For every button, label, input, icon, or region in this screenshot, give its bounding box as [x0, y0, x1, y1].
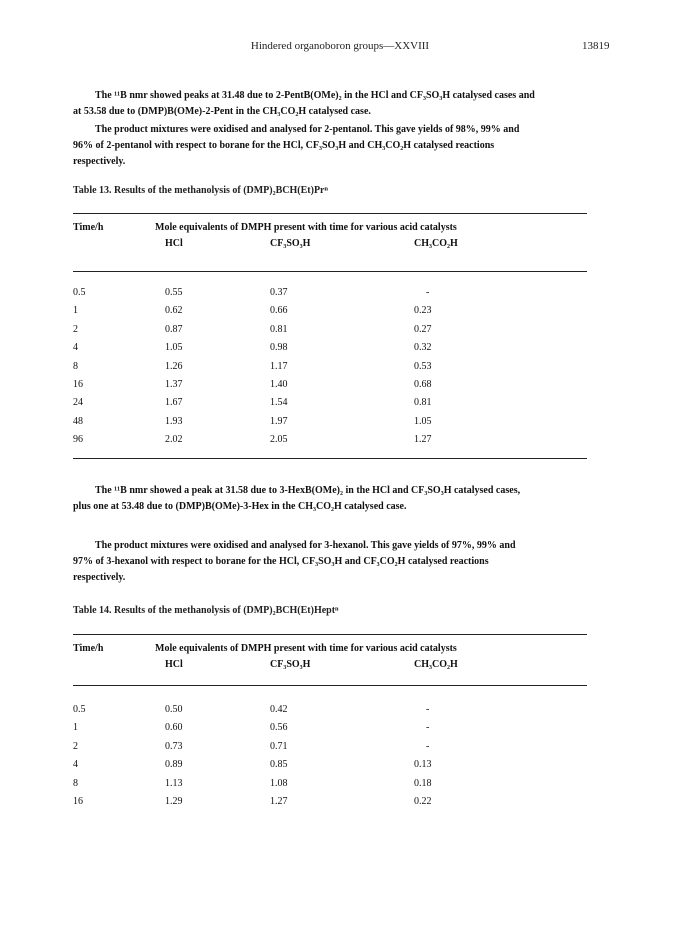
- table-13-time-header: Time/h: [73, 222, 104, 233]
- time-cell: 4: [73, 342, 78, 354]
- ch3co2h-cell: 0.32: [414, 342, 432, 354]
- paragraph-nmr-2-pent: [73, 88, 613, 120]
- time-cell: 2: [73, 740, 78, 752]
- table-14-header-rule: [73, 685, 587, 686]
- time-cell: 0.5: [73, 704, 86, 715]
- hcl-cell: 1.05: [165, 342, 183, 354]
- hcl-cell: 0.73: [165, 740, 183, 752]
- ch3co2h-cell: -: [426, 722, 430, 734]
- hcl-cell: 0.50: [165, 704, 183, 715]
- ch3co2h-cell: 1.27: [414, 434, 432, 446]
- paragraph-yields-3-hexanol: [73, 538, 613, 586]
- paragraph-line: plus one at 53.48 due to (DMP)B(OMe)-3-Hex in the CH₃CO₂H catalysed case.: [73, 501, 407, 512]
- ch3co2h-cell: -: [426, 287, 430, 298]
- paragraph-line: respectively.: [73, 156, 126, 167]
- time-cell: 96: [73, 434, 83, 446]
- time-cell: 1: [73, 305, 78, 317]
- time-cell: 1: [73, 722, 78, 734]
- table-13-acid-header: CH₃CO₂H: [414, 238, 458, 249]
- paragraph-line: 97% of 3-hexanol with respect to borane for the HCl, CF₃SO₃H and CF₃CO₂H catalysed reactions: [73, 556, 489, 567]
- hcl-cell: 0.62: [165, 305, 183, 317]
- table-14-caption: Table 14. Results of the methanolysis of (DMP)₂BCH(Et)Heptⁿ: [73, 605, 339, 616]
- ch3co2h-cell: 0.53: [414, 360, 432, 372]
- cf3so3h-cell: 1.08: [270, 777, 288, 789]
- hcl-cell: 1.26: [165, 360, 183, 372]
- hcl-cell: 1.37: [165, 379, 183, 390]
- cf3so3h-cell: 1.17: [270, 360, 288, 372]
- time-cell: 4: [73, 759, 78, 771]
- ch3co2h-cell: -: [426, 740, 430, 752]
- paragraph-line: The product mixtures were oxidised and analysed for 2-pentanol. This gave yields of 98%, 99% and: [95, 124, 520, 135]
- hcl-cell: 1.29: [165, 796, 183, 807]
- time-cell: 2: [73, 323, 78, 335]
- cf3so3h-cell: 1.54: [270, 397, 288, 409]
- cf3so3h-cell: 0.66: [270, 305, 288, 317]
- hcl-cell: 1.93: [165, 415, 183, 427]
- hcl-cell: 2.02: [165, 434, 183, 446]
- page-number: 13819: [582, 40, 610, 52]
- table-14-time-header: Time/h: [73, 643, 104, 654]
- cf3so3h-cell: 2.05: [270, 434, 288, 446]
- table-14-acid-header: CF₃SO₃H: [270, 659, 311, 670]
- paragraph-nmr-3-hex: [73, 483, 613, 515]
- table-14-span-header: Mole equivalents of DMPH present with time for various acid catalysts: [155, 643, 457, 654]
- hcl-cell: 0.89: [165, 759, 183, 771]
- table-13-span-header: Mole equivalents of DMPH present with time for various acid catalysts: [155, 222, 457, 233]
- table-13-acid-header: CF₃SO₃H: [270, 238, 311, 249]
- time-cell: 8: [73, 777, 78, 789]
- table-13-header-rule: [73, 271, 587, 272]
- table-13-top-rule: [73, 213, 587, 214]
- time-cell: 0.5: [73, 287, 86, 298]
- paragraph-yields-2-pentanol: [73, 122, 613, 170]
- cf3so3h-cell: 1.27: [270, 796, 288, 807]
- cf3so3h-cell: 0.56: [270, 722, 288, 734]
- table-14-acid-header: HCl: [165, 659, 183, 670]
- paragraph-line: 96% of 2-pentanol with respect to borane for the HCl, CF₃SO₃H and CH₃CO₂H catalysed reactions: [73, 140, 495, 151]
- cf3so3h-cell: 0.71: [270, 740, 288, 752]
- table-14-top-rule: [73, 634, 587, 635]
- table-14-acid-header: CH₃CO₂H: [414, 659, 458, 670]
- paragraph-line: The ¹¹B nmr showed peaks at 31.48 due to 2-PentB(OMe)₂ in the HCl and CF₃SO₃H catalysed cases and: [95, 90, 535, 101]
- hcl-cell: 1.67: [165, 397, 183, 409]
- cf3so3h-cell: 1.97: [270, 415, 288, 427]
- running-header-title: Hindered organoboron groups—XXVIII: [250, 40, 430, 52]
- table-13-bottom-rule: [73, 458, 587, 459]
- cf3so3h-cell: 0.98: [270, 342, 288, 354]
- paragraph-line: The ¹¹B nmr showed a peak at 31.58 due to 3-HexB(OMe)₂ in the HCl and CF₃SO₃H catalysed cases,: [95, 485, 521, 496]
- ch3co2h-cell: 0.27: [414, 323, 432, 335]
- time-cell: 16: [73, 379, 83, 390]
- ch3co2h-cell: 1.05: [414, 415, 432, 427]
- cf3so3h-cell: 0.85: [270, 759, 288, 771]
- hcl-cell: 1.13: [165, 777, 183, 789]
- time-cell: 8: [73, 360, 78, 372]
- ch3co2h-cell: 0.68: [414, 379, 432, 390]
- hcl-cell: 0.87: [165, 323, 183, 335]
- ch3co2h-cell: 0.13: [414, 759, 432, 771]
- table-13-caption: Table 13. Results of the methanolysis of (DMP)₂BCH(Et)Prⁿ: [73, 185, 328, 196]
- cf3so3h-cell: 0.37: [270, 287, 288, 298]
- hcl-cell: 0.55: [165, 287, 183, 298]
- table-13-acid-header: HCl: [165, 238, 183, 249]
- time-cell: 24: [73, 397, 83, 409]
- time-cell: 48: [73, 415, 83, 427]
- paragraph-line: respectively.: [73, 572, 126, 583]
- ch3co2h-cell: 0.81: [414, 397, 432, 409]
- paragraph-line: The product mixtures were oxidised and analysed for 3-hexanol. This gave yields of 97%, 99% and: [95, 540, 516, 551]
- cf3so3h-cell: 1.40: [270, 379, 288, 390]
- cf3so3h-cell: 0.81: [270, 323, 288, 335]
- ch3co2h-cell: 0.18: [414, 777, 432, 789]
- ch3co2h-cell: 0.23: [414, 305, 432, 317]
- hcl-cell: 0.60: [165, 722, 183, 734]
- paragraph-line: at 53.58 due to (DMP)B(OMe)-2-Pent in the CH₃CO₂H catalysed case.: [73, 106, 371, 117]
- time-cell: 16: [73, 796, 83, 807]
- ch3co2h-cell: 0.22: [414, 796, 432, 807]
- ch3co2h-cell: -: [426, 704, 430, 715]
- cf3so3h-cell: 0.42: [270, 704, 288, 715]
